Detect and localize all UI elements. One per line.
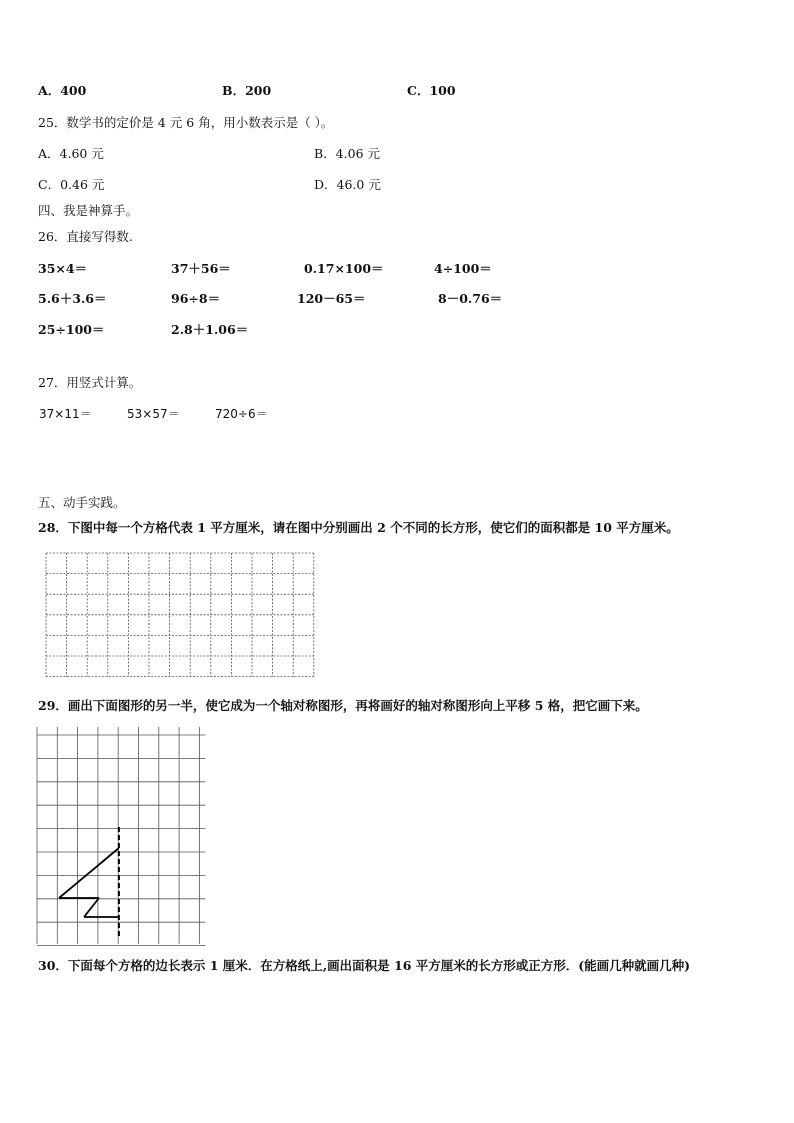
section-4-title: 四、我是神算手。	[38, 203, 139, 218]
q25-option-d: D．46.0 元	[314, 177, 381, 192]
figure-edge	[84, 898, 99, 917]
q26-item: 120－65＝	[297, 291, 366, 306]
q24-option-b: B．200	[222, 83, 272, 98]
q28-square-grid	[46, 553, 316, 678]
q26-item: 5.6＋3.6＝	[38, 291, 107, 306]
q26-item: 0.17×100＝	[304, 261, 384, 276]
q27-item: 37×11＝	[39, 407, 92, 421]
q25-stem: 25．数学书的定价是 4 元 6 角，用小数表示是（ ）。	[38, 115, 334, 130]
section-5-title: 五、动手实践。	[38, 495, 126, 510]
q24-option-a: A．400	[38, 83, 87, 98]
q26-stem: 26．直接写得数.	[38, 229, 133, 244]
q27-item: 720÷6＝	[215, 407, 268, 421]
q26-item: 4÷100＝	[434, 261, 492, 276]
q25-option-a: A．4.60 元	[38, 146, 104, 161]
q29-square-grid	[37, 727, 209, 945]
q28-stem: 28．下图中每一个方格代表 1 平方厘米，请在图中分别画出 2 个不同的长方形，使它们的面积都是 10 平方厘米。	[38, 520, 679, 535]
q30-stem: 30．下面每个方格的边长表示 1 厘米．在方格纸上,画出面积是 16 平方厘米的长方形或正方形．(能画几种就画几种)	[38, 958, 691, 973]
q27-item: 53×57＝	[127, 407, 180, 421]
q26-item: 2.8＋1.06＝	[171, 322, 249, 337]
q24-option-c: C．100	[407, 83, 456, 98]
q25-option-c: C．0.46 元	[38, 177, 105, 192]
q27-stem: 27．用竖式计算。	[38, 375, 142, 390]
q29-stem: 29．画出下面图形的另一半，使它成为一个轴对称图形，再将画好的轴对称图形向上平移 5 格，把它画下来。	[38, 698, 648, 713]
q26-item: 37＋56＝	[171, 261, 231, 276]
q26-item: 8－0.76＝	[438, 291, 503, 306]
q26-item: 96÷8＝	[171, 291, 221, 306]
q26-item: 35×4＝	[38, 261, 88, 276]
q26-item: 25÷100＝	[38, 322, 105, 337]
q25-option-b: B．4.06 元	[314, 146, 380, 161]
figure-edge	[59, 848, 119, 898]
